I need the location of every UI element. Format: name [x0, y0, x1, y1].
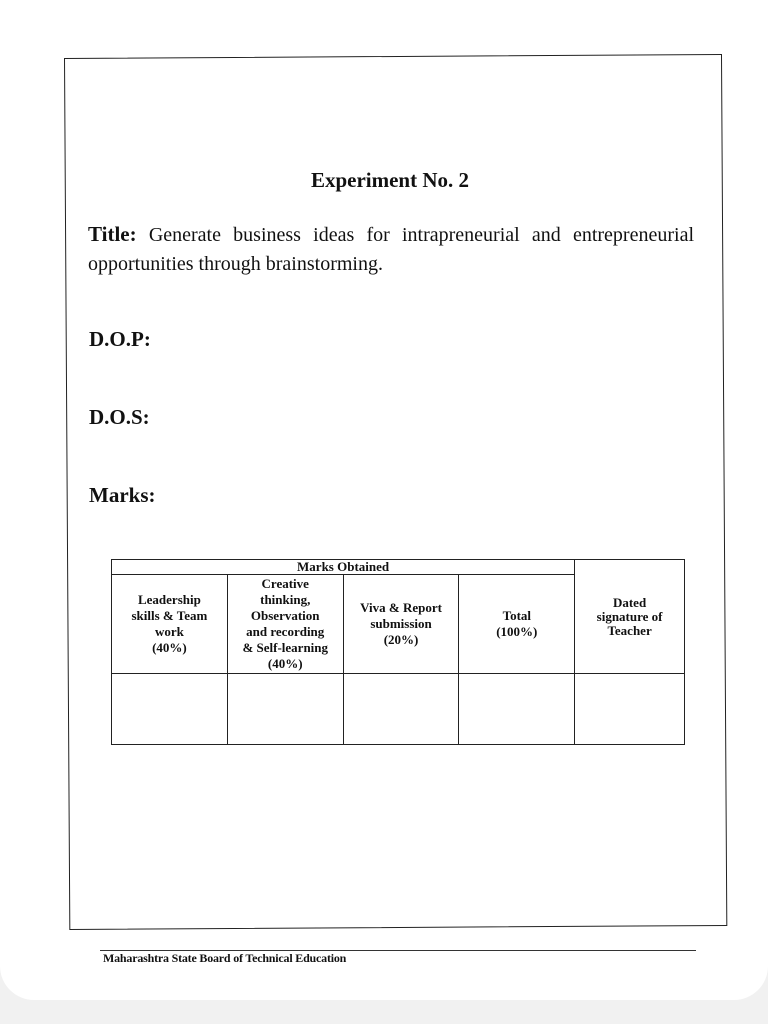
- marks-obtained-header: Marks Obtained: [112, 560, 575, 575]
- header-line: Total: [502, 608, 532, 623]
- header-line: Creative: [261, 576, 309, 591]
- header-line: skills & Team: [131, 608, 208, 623]
- header-line: Leadership: [137, 592, 201, 607]
- signature-header-line: Teacher: [607, 622, 652, 638]
- header-line: (40%): [267, 656, 303, 671]
- header-line: work: [154, 624, 184, 639]
- total-marks-cell[interactable]: [459, 674, 575, 745]
- title-text: Generate business ideas for intrapreneurial and entrepreneurial opportunities through brainstorming.: [88, 224, 694, 275]
- title-block: [88, 220, 694, 279]
- header-line: (100%): [496, 624, 538, 639]
- dos-label: D.O.S:: [89, 405, 150, 429]
- leadership-marks-cell[interactable]: [112, 674, 228, 745]
- marks-label: Marks:: [89, 483, 156, 507]
- viva-report-marks-cell[interactable]: [343, 674, 459, 745]
- signature-header-line: Dated: [612, 594, 647, 610]
- total-column-header: [459, 575, 575, 674]
- creative-thinking-marks-cell[interactable]: [227, 674, 343, 745]
- leadership-column-header: [112, 575, 228, 674]
- header-line: & Self-learning: [242, 640, 329, 655]
- signature-header-line: signature of: [596, 608, 663, 624]
- header-line: Observation: [250, 608, 320, 623]
- signature-column-header: [575, 560, 685, 674]
- viva-report-column-header: [343, 575, 459, 674]
- creative-thinking-column-header: [227, 575, 343, 674]
- teacher-signature-cell[interactable]: [575, 674, 685, 745]
- dop-label: D.O.P:: [89, 327, 151, 351]
- header-line: thinking,: [260, 592, 311, 607]
- footer-text: Maharashtra State Board of Technical Education: [103, 951, 347, 965]
- header-line: (40%): [152, 640, 187, 655]
- header-line: submission: [370, 616, 432, 631]
- header-line: Viva & Report: [360, 600, 442, 615]
- header-line: (20%): [383, 632, 419, 647]
- header-line: and recording: [246, 624, 325, 639]
- title-label: Title:: [88, 222, 137, 246]
- marks-table: [111, 559, 685, 745]
- experiment-heading: Experiment No. 2: [310, 168, 470, 192]
